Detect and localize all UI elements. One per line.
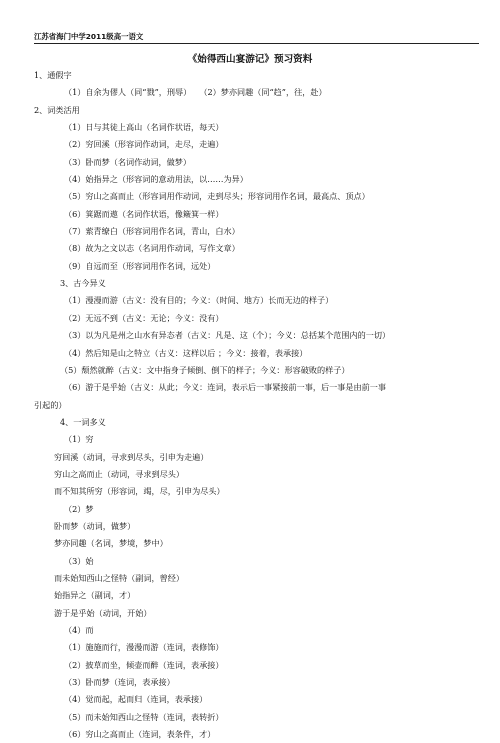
text-line: （1）自余为僇人（同“戮”，刑辱） （2）梦亦同趣（同“趋”，往，赴） [64,87,327,98]
text-line: （3）卧而梦（连词，表承接） [64,677,175,688]
text-line: 引起的） [34,399,67,410]
text-line: （2）穷回溪（形容词作动词，走尽，走遍） [64,139,224,150]
running-header: 江苏省海门中学2011级高一语文 [34,32,479,44]
text-line: （6）游于是乎始（古义：从此；今义：连词，表示后一事紧接前一事，后一事是由前一事 [64,382,387,393]
text-line: （2）披草而坐，倾壶而醉（连词，表承接） [64,659,224,670]
text-line: （3）始 [64,555,94,566]
text-line: （4）而 [64,625,94,635]
text-line: （8）故为之文以志（名词用作动词，写作文章） [64,243,240,254]
text-line: 游于是乎始（动词，开始） [54,607,152,618]
text-line: （6）箕踞而遨（名词作状语，像簸箕一样） [64,208,224,219]
text-line: （2）梦 [64,503,94,514]
text-line: （3）以为凡是州之山水有异态者（古义：凡是、这（个）；今义：总括某个范围内的一切） [64,330,391,341]
text-line: 穷山之高而止（动词，寻求到尽头） [54,468,185,479]
text-line: 梦亦同趣（名词，梦境，梦中） [54,538,168,549]
text-line: 而不知其所穷（形容词，竭，尽，引申为尽头） [54,486,225,497]
text-line: （2）无远不到（古义：无论；今义：没有） [64,312,224,323]
text-line: （5）而未始知西山之怪特（连词，表转折） [64,711,224,722]
text-line: 而未始知西山之怪特（副词，曾经） [54,572,185,583]
text-line: （1）穷 [64,434,94,445]
text-line: （1）施施而行，漫漫而游（连词，表修饰） [64,642,224,653]
text-line: （5）颓然就醉（古义：文中指身子倾倒、倒下的样子；今义：形容破败的样子） [60,364,350,375]
text-line: 始指异之（副词，才） [54,590,136,601]
document-body [0,67,500,743]
text-line: 1、通假字 [34,70,72,80]
text-line: 3、古今异义 [60,278,106,289]
text-line: （4）始指异之（形容词的意动用法，以……为异） [64,174,248,185]
text-line: （1）日与其徒上高山（名词作状语，每天） [64,122,224,133]
text-line: 穷回溪（动词，寻求到尽头，引申为走遍） [54,451,209,462]
text-line: （4）觉而起，起而归（连词，表承接） [64,694,208,705]
text-line: 卧而梦（动词，做梦） [54,520,136,531]
text-line: 2、词类活用 [34,104,80,115]
text-line: （5）穷山之高而止（形容词用作动词，走到尽头；形容词用作名词，最高点、顶点） [64,191,370,202]
text-line: （1）漫漫而游（古义：没有目的；今义：（时间、地方）长而无边的样子） [64,295,334,306]
text-line: （4）然后知是山之特立（古义：这样以后 ；今义：接着，表承接） [64,347,308,358]
text-line: （9）自远而至（形容词用作名词，远处） [64,260,216,271]
text-line: 4、一词多义 [60,416,106,427]
text-line: （7）萦青缭白（形容词用作名词，青山，白水） [64,226,240,237]
page-title: 《始得西山宴游记》预习资料 [187,54,313,65]
text-line: （3）卧而梦（名词作动词，做梦） [64,156,192,167]
text-line: （6）穷山之高而止（连词，表条件，才） [64,729,216,740]
